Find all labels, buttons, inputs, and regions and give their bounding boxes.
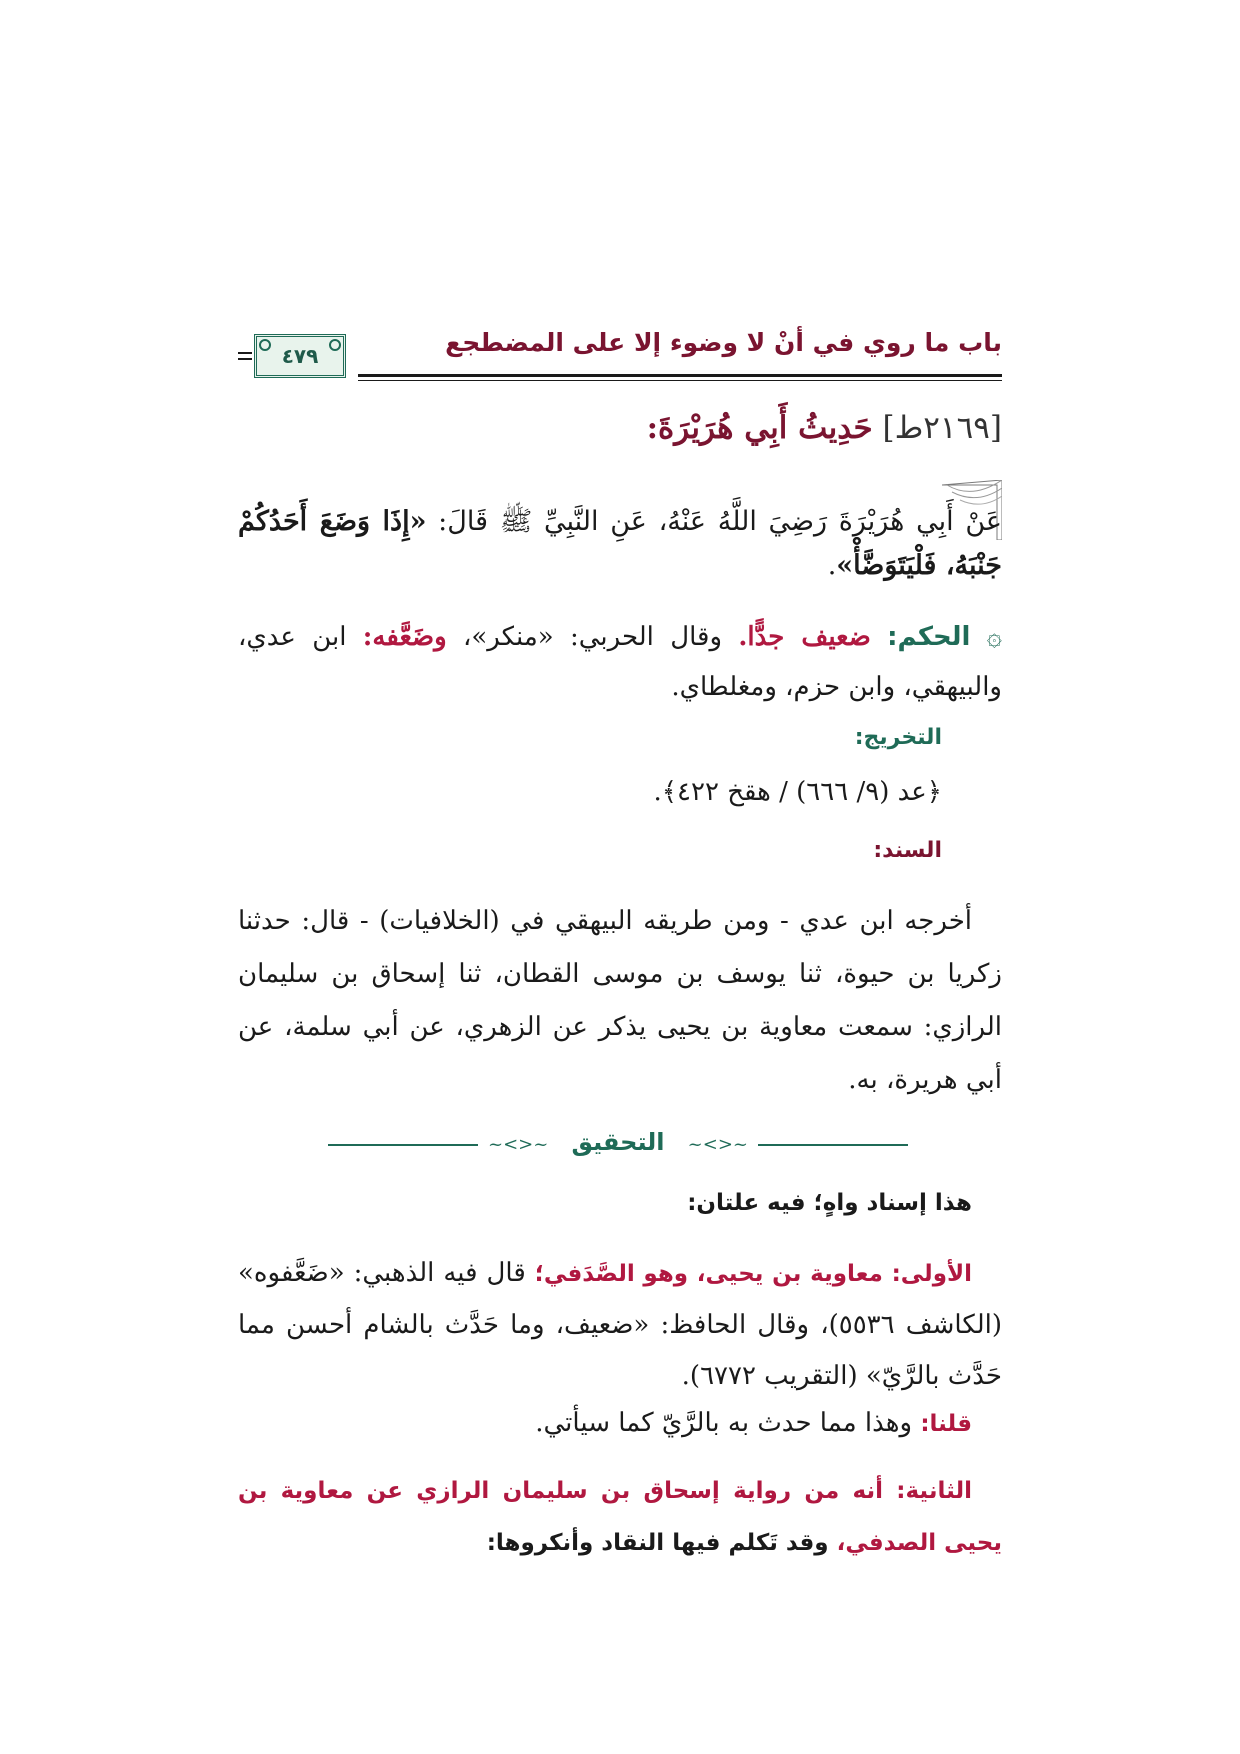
qulna-note	[535, 1408, 972, 1438]
hadith-number: [٢١٦٩ط]	[882, 410, 1002, 446]
second-defect-label: الثانية:	[896, 1478, 972, 1504]
qulna-text: وهذا مما حدث به بالرَّيّ كما سيأتي.	[535, 1408, 913, 1438]
header-rule-top	[358, 374, 1002, 377]
first-defect-label: الأولى: معاوية بن يحيى، وهو الصَّدَفي؛	[534, 1261, 973, 1287]
page-number-badge	[254, 334, 346, 378]
matn-quote: «إِذَا وَضَعَ أَحَدُكُمْ جَنْبَهُ، فَلْيَتَوَضَّأْ»	[238, 506, 1002, 581]
divider-line-right	[758, 1144, 908, 1146]
divider-ornament-left-icon: ~<>~	[488, 1134, 549, 1155]
ruling-label: الحكم:	[887, 622, 971, 652]
second-defect-text-dark: وقد تَكلم فيها النقاد وأنكروها:	[486, 1530, 829, 1556]
tahqiq-divider	[328, 1130, 908, 1160]
flower-icon: ۞	[986, 622, 1002, 652]
second-defect-text-red: أنه من رواية إسحاق بن سليمان الرازي عن معاوية بن يحيى الصدفي،	[238, 1478, 1002, 1556]
sanad-label: السند:	[873, 838, 942, 863]
ruling-paragraph	[238, 612, 1002, 712]
matn-intro: عَنْ أَبِي هُرَيْرَةَ رَضِيَ اللَّهُ عَنْهُ، عَنِ النَّبِيِّ ﷺ قَالَ:	[438, 506, 1002, 537]
takhrij-references: ﴿عد (٩/ ٦٦٦) / هقخ ٤٢٢﴾.	[653, 777, 942, 807]
book-page	[238, 300, 1002, 1600]
page-number: ٤٧٩	[281, 344, 319, 368]
first-defect-text: قال فيه الذهبي: «ضَعَّفوه» (الكاشف ٥٥٣٦)، وقال الحافظ: «ضعيف، وما حَدَّث بالشام أحسن مما حَدَّث بالرَّيّ» (التقريب ٦٧٧٢).	[238, 1258, 1002, 1391]
hadith-matn	[238, 500, 1002, 588]
weakened-label: وضَعَّفه:	[362, 622, 447, 652]
header-rule-bottom	[358, 380, 1002, 381]
matn-end: .	[827, 550, 837, 581]
chapter-title: باب ما روي في أنْ لا وضوء إلا على المضطجع	[445, 328, 1002, 357]
divider-ornament-right-icon: ~<>~	[687, 1134, 748, 1155]
qulna-label: قلنا:	[920, 1411, 972, 1437]
sanad-text: أخرجه ابن عدي - ومن طريقه البيهقي في (الخلافيات) - قال: حدثنا زكريا بن حيوة، ثنا يوسف بن موسى القطان، ثنا إسحاق بن سليمان الرازي: سمعت معاوية بن يحيى يذكر عن الزهري، عن أبي سلمة، عن أبي هريرة، به.	[238, 906, 1002, 1095]
ruling-text-2: ابن عدي، والبيهقي، وابن حزم، ومغلطاي.	[238, 622, 1002, 702]
header-rule-left-top	[238, 352, 252, 354]
first-defect	[238, 1248, 1002, 1402]
header-rule-left-bottom	[238, 358, 252, 360]
hadith-title: حَدِيثُ أَبِي هُرَيْرَةَ:	[646, 410, 873, 446]
analysis-intro: هذا إسناد واهٍ؛ فيه علتان:	[687, 1190, 972, 1216]
ruling-text-1: وقال الحربي: «منكر»،	[462, 622, 723, 652]
takhrij-label: التخريج:	[854, 725, 942, 750]
hadith-heading	[647, 410, 1002, 446]
second-defect	[238, 1465, 1002, 1569]
ruling-grade: ضعيف جدًّا.	[738, 622, 871, 652]
tahqiq-label: التحقيق	[571, 1128, 665, 1156]
